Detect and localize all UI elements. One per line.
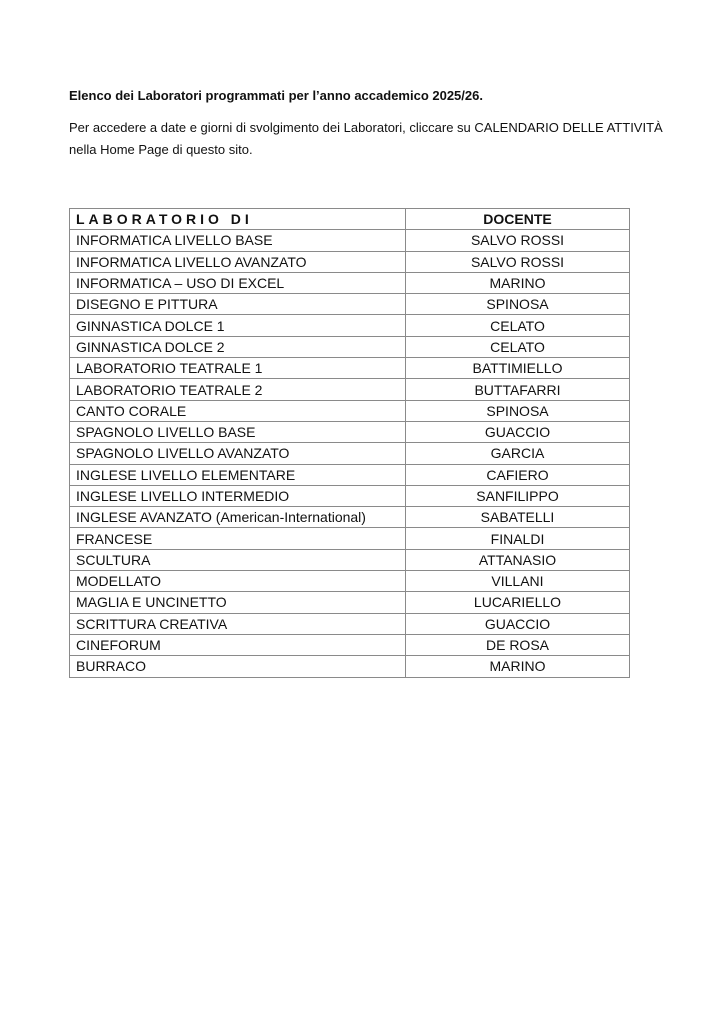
cell-laboratorio: CANTO CORALE	[70, 400, 406, 421]
cell-docente: GUACCIO	[406, 421, 630, 442]
cell-docente: SALVO ROSSI	[406, 230, 630, 251]
cell-docente: GARCIA	[406, 443, 630, 464]
table-row	[70, 358, 630, 379]
cell-docente: SPINOSA	[406, 294, 630, 315]
cell-docente: BATTIMIELLO	[406, 358, 630, 379]
header-laboratorio: LABORATORIO DI	[70, 209, 406, 230]
cell-docente: ATTANASIO	[406, 549, 630, 570]
table-row	[70, 443, 630, 464]
table-row	[70, 549, 630, 570]
cell-docente: FINALDI	[406, 528, 630, 549]
cell-docente: VILLANI	[406, 571, 630, 592]
cell-docente: CAFIERO	[406, 464, 630, 485]
document-title: Elenco dei Laboratori programmati per l’anno accademico 2025/26.	[69, 88, 483, 103]
cell-docente: SABATELLI	[406, 507, 630, 528]
cell-laboratorio: INGLESE AVANZATO (American-International)	[70, 507, 406, 528]
laboratori-table	[69, 208, 630, 678]
cell-docente: DE ROSA	[406, 634, 630, 655]
cell-laboratorio: INFORMATICA LIVELLO AVANZATO	[70, 251, 406, 272]
document-intro: Per accedere a date e giorni di svolgimento dei Laboratori, cliccare su CALENDARIO DELLE ATTIVITÀ nella Home Page di questo sito.	[69, 120, 663, 157]
table-row	[70, 421, 630, 442]
cell-docente: MARINO	[406, 656, 630, 677]
cell-laboratorio: LABORATORIO TEATRALE 1	[70, 358, 406, 379]
cell-laboratorio: CINEFORUM	[70, 634, 406, 655]
cell-docente: CELATO	[406, 315, 630, 336]
cell-docente: LUCARIELLO	[406, 592, 630, 613]
table-row	[70, 571, 630, 592]
table-row	[70, 336, 630, 357]
cell-docente: CELATO	[406, 336, 630, 357]
table-row	[70, 251, 630, 272]
cell-laboratorio: FRANCESE	[70, 528, 406, 549]
cell-laboratorio: MODELLATO	[70, 571, 406, 592]
cell-laboratorio: INFORMATICA LIVELLO BASE	[70, 230, 406, 251]
table-row	[70, 507, 630, 528]
cell-laboratorio: INGLESE LIVELLO INTERMEDIO	[70, 485, 406, 506]
table-header-row	[70, 209, 630, 230]
table-row	[70, 592, 630, 613]
table-body	[70, 230, 630, 677]
table-row	[70, 294, 630, 315]
header-docente: DOCENTE	[406, 209, 630, 230]
cell-laboratorio: LABORATORIO TEATRALE 2	[70, 379, 406, 400]
table-row	[70, 315, 630, 336]
cell-laboratorio: SCULTURA	[70, 549, 406, 570]
cell-laboratorio: GINNASTICA DOLCE 1	[70, 315, 406, 336]
cell-laboratorio: INFORMATICA – USO DI EXCEL	[70, 272, 406, 293]
table-row	[70, 379, 630, 400]
table-row	[70, 464, 630, 485]
table-row	[70, 485, 630, 506]
cell-laboratorio: SPAGNOLO LIVELLO AVANZATO	[70, 443, 406, 464]
cell-laboratorio: SPAGNOLO LIVELLO BASE	[70, 421, 406, 442]
cell-laboratorio: BURRACO	[70, 656, 406, 677]
cell-laboratorio: INGLESE LIVELLO ELEMENTARE	[70, 464, 406, 485]
table-row	[70, 634, 630, 655]
table-row	[70, 272, 630, 293]
table-row	[70, 230, 630, 251]
table-row	[70, 613, 630, 634]
cell-docente: MARINO	[406, 272, 630, 293]
cell-docente: SALVO ROSSI	[406, 251, 630, 272]
table-row	[70, 656, 630, 677]
cell-laboratorio: GINNASTICA DOLCE 2	[70, 336, 406, 357]
cell-laboratorio: SCRITTURA CREATIVA	[70, 613, 406, 634]
table-row	[70, 528, 630, 549]
cell-docente: SANFILIPPO	[406, 485, 630, 506]
cell-laboratorio: DISEGNO E PITTURA	[70, 294, 406, 315]
table-row	[70, 400, 630, 421]
cell-docente: BUTTAFARRI	[406, 379, 630, 400]
cell-docente: GUACCIO	[406, 613, 630, 634]
cell-laboratorio: MAGLIA E UNCINETTO	[70, 592, 406, 613]
cell-docente: SPINOSA	[406, 400, 630, 421]
